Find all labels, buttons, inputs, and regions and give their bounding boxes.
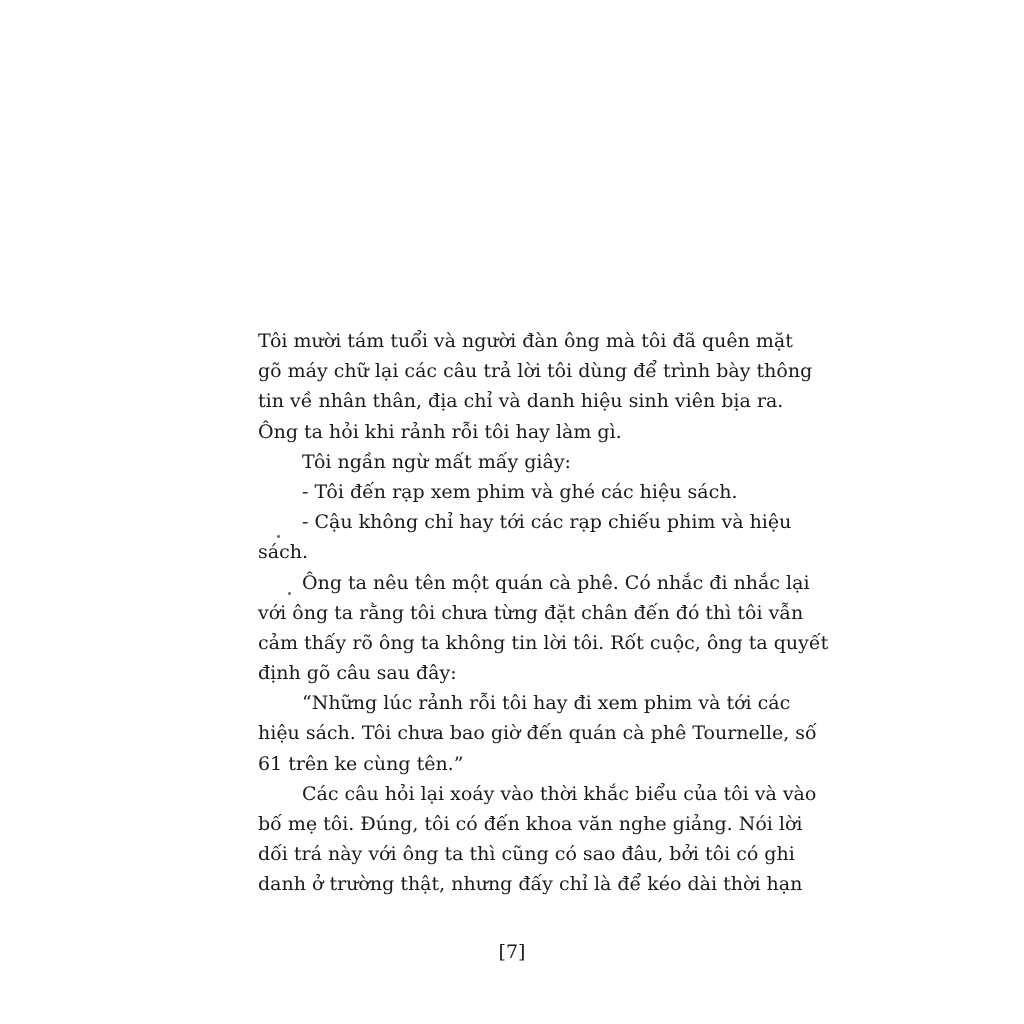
text-line: với ông ta rằng tôi chưa từng đặt chân đến đó thì tôi vẫn	[258, 601, 804, 624]
text-line: cảm thấy rõ ông ta không tin lời tôi. Rốt cuộc, ông ta quyết	[258, 631, 829, 654]
text-line: Các câu hỏi lại xoáy vào thời khắc biểu của tôi và vào	[302, 782, 817, 805]
text-line: - Cậu không chỉ hay tới các rạp chiếu phim và hiệu	[302, 511, 792, 534]
text-line: Tôi ngần ngừ mất mấy giây:	[302, 450, 571, 473]
text-line: dối trá này với ông ta thì cũng có sao đâu, bởi tôi có ghi	[258, 843, 795, 866]
text-line: “Những lúc rảnh rỗi tôi hay đi xem phim và tới các	[302, 692, 791, 715]
text-line: hiệu sách. Tôi chưa bao giờ đến quán cà phê Tournelle, số	[258, 722, 817, 745]
text-line: danh ở trường thật, nhưng đấy chỉ là để kéo dài thời hạn	[258, 873, 803, 896]
text-line: Tôi mười tám tuổi và người đàn ông mà tôi đã quên mặt	[258, 330, 793, 352]
page-number: [7]	[498, 941, 526, 963]
body-text	[258, 326, 829, 900]
print-speck	[277, 535, 280, 538]
text-line: bố mẹ tôi. Đúng, tôi có đến khoa văn nghe giảng. Nói lời	[258, 813, 803, 835]
text-line: tin về nhân thân, địa chỉ và danh hiệu sinh viên bịa ra.	[258, 390, 784, 413]
text-line: sách.	[258, 541, 308, 564]
text-line: 61 trên ke cùng tên.”	[258, 752, 464, 775]
print-speck	[288, 592, 291, 595]
text-line: Ông ta hỏi khi rảnh rỗi tôi hay làm gì.	[258, 420, 622, 443]
text-line: Ông ta nêu tên một quán cà phê. Có nhắc đi nhắc lại	[302, 571, 810, 594]
text-line: gõ máy chữ lại các câu trả lời tôi dùng để trình bày thông	[258, 360, 813, 383]
text-line: - Tôi đến rạp xem phim và ghé các hiệu sách.	[302, 480, 738, 503]
text-line: định gõ câu sau đây:	[258, 662, 457, 685]
